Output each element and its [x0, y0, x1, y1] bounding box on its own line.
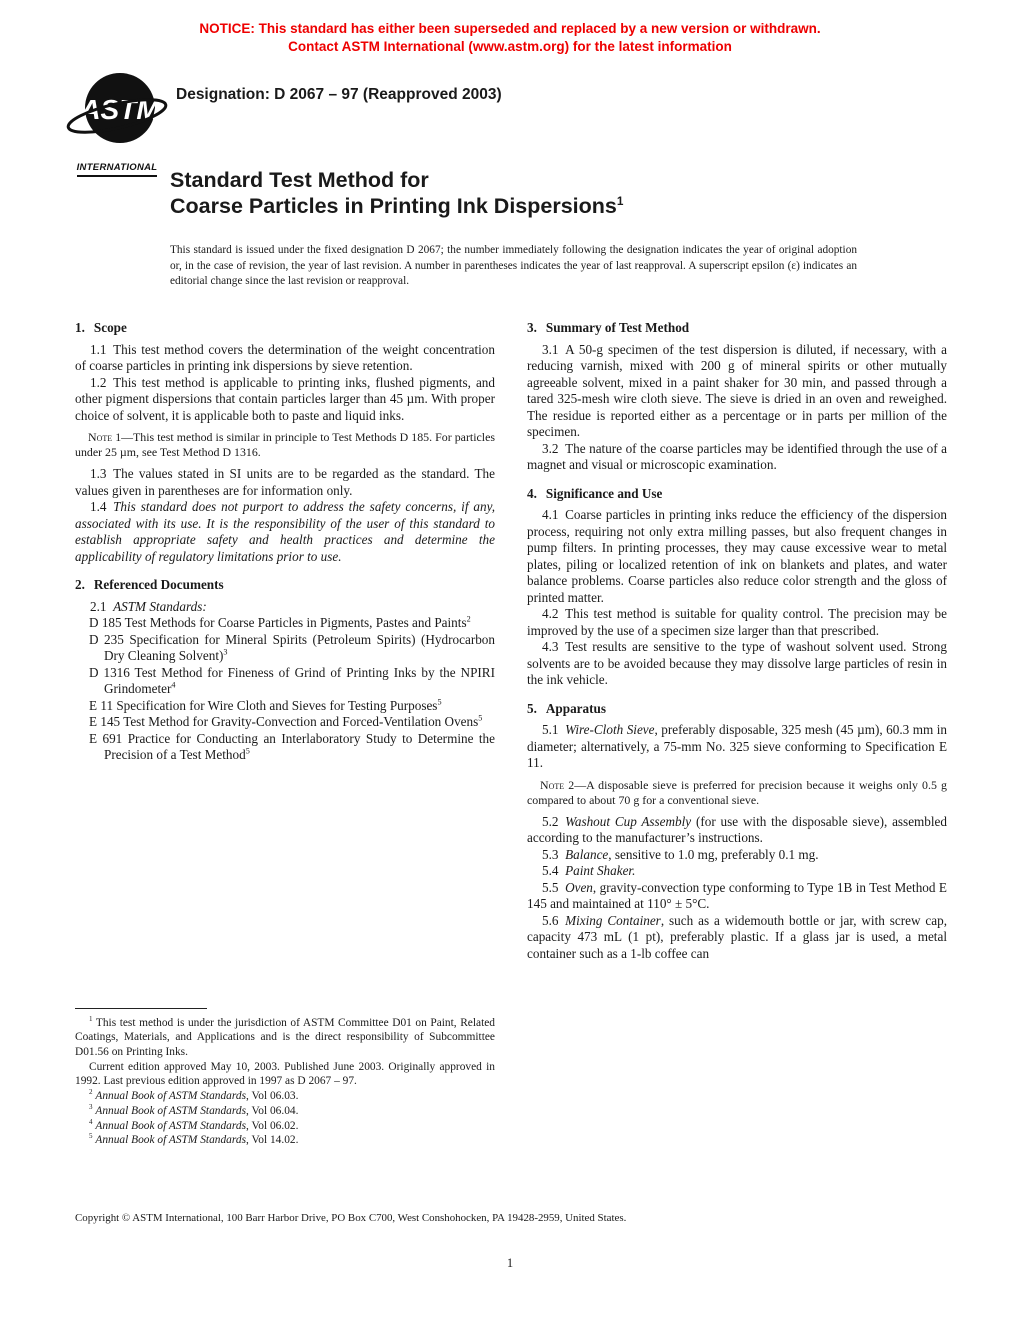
astm-logo	[64, 70, 170, 177]
clause-5-3: 5.3 Balance, sensitive to 1.0 mg, preferably 0.1 mg.	[542, 846, 819, 862]
two-column-body	[75, 320, 947, 1148]
clause-5-2: 5.2 Washout Cup Assembly (for use with the disposable sieve), assembled according to the manufacturer’s instructions.	[527, 813, 948, 846]
notice-line-1: NOTICE: This standard has either been superseded and replaced by a new version or withdrawn.	[199, 21, 821, 36]
section-heading-significance: 4. Significance and Use	[527, 485, 663, 501]
reference-e11: E 11 Specification for Wire Cloth and Sieves for Testing Purposes$^5$	[89, 697, 442, 713]
superseded-notice	[0, 20, 1020, 55]
section-heading-referenced-documents: 2. Referenced Documents	[75, 577, 224, 593]
footnote-block	[75, 1008, 495, 1148]
reference-e691: E 691 Practice for Conducting an Interlaboratory Study to Determine the Precision of a Test Method$^5$	[89, 730, 495, 763]
svg-text:ASTM: ASTM	[80, 94, 160, 125]
right-column	[527, 320, 947, 1148]
clause-1-1: 1.1 This test method covers the determination of the weight concentration of coarse particles in printing ink dispersions by sieve retention.	[75, 341, 495, 373]
page-number: 1	[506, 1256, 514, 1270]
clause-5-1: 5.1 Wire-Cloth Sieve, preferably disposable, 325 mesh (45 µm), 60.3 mm in diameter; alternatively, a 75-mm No. 325 sieve conforming to Specification E 11.	[527, 722, 947, 770]
title-line-1: Standard Test Method for	[170, 168, 429, 192]
note-1: Note 1—This test method is similar in principle to Test Methods D 185. For particles under 25 µm, see Test Method D 1316.	[75, 430, 495, 460]
document-title	[170, 168, 623, 220]
reference-d1316: D 1316 Test Method for Fineness of Grind of Printing Inks by the NPIRI Grindometer$^4$	[89, 664, 495, 697]
clause-5-4: 5.4 Paint Shaker.	[542, 863, 636, 879]
reference-e145: E 145 Test Method for Gravity-Convection and Forced-Ventilation Ovens$^5$	[89, 713, 483, 730]
logo-international-label: INTERNATIONAL	[77, 162, 158, 177]
clause-4-1: 4.1 Coarse particles in printing inks reduce the efficiency of the dispersion process, requiring not only extra milling passes, but also frequent changes in pump filters. In printing processes, they may cause excessive wear to metal plates, piling or localized retention of ink on blankets and plates, and water balance problems. Coarse particles also reduce color strength and the gloss of printed matter.	[527, 507, 947, 605]
astm-globe-icon	[65, 70, 169, 152]
clause-5-5: 5.5 Oven, gravity-convection type conforming to Type 1B in Test Method E 145 and maintained at 110° ± 5°C.	[527, 879, 947, 912]
clause-2-1: 2.1 ASTM Standards:	[90, 598, 207, 614]
section-heading-apparatus: 5. Apparatus	[527, 700, 606, 716]
footnote-5: $^5$ Annual Book of ASTM Standards, Vol 14.02.	[89, 1132, 299, 1147]
footnote-1: $^1$ This test method is under the jurisdiction of ASTM Committee D01 on Paint, Related Coatings, Materials, and Applications and is the direct responsibility of Subcommittee D01.56 on Printing Inks.	[75, 1014, 495, 1059]
clause-3-2: 3.2 The nature of the coarse particles may be identified through the use of a magnet and visual or microscopic examination.	[527, 440, 947, 472]
section-heading-scope: 1. Scope	[75, 320, 127, 335]
footnote-2: $^2$ Annual Book of ASTM Standards, Vol 06.03.	[89, 1088, 299, 1103]
footnote-separator	[75, 1008, 207, 1009]
notice-line-2: Contact ASTM International (www.astm.org) for the latest information	[288, 38, 732, 54]
issuance-statement: This standard is issued under the fixed designation D 2067; the number immediately following the designation indicates the year of original adoption or, in the case of revision, the year of last revision. A number in parentheses indicates the year of last reapproval. A superscript epsilon (ε) indicates an editorial change since the last revision or reapproval.	[170, 244, 857, 288]
left-column	[75, 320, 495, 1148]
footnote-4: $^4$ Annual Book of ASTM Standards, Vol 06.02.	[89, 1117, 299, 1132]
reference-d235: D 235 Specification for Mineral Spirits (Petroleum Spirits) (Hydrocarbon Dry Cleaning Solvent)$^3$	[89, 631, 495, 664]
title-footnote-ref: 1	[616, 193, 624, 208]
clause-1-3: 1.3 The values stated in SI units are to be regarded as the standard. The values given in parentheses are for information only.	[75, 466, 495, 498]
clause-4-3: 4.3 Test results are sensitive to the type of washout solvent used. Strong solvents are to be avoided because they may dissolve large particles of resin in the ink vehicle.	[527, 639, 947, 687]
clause-1-2: 1.2 This test method is applicable to printing inks, flushed pigments, and other pigment dispersions that contain particles larger than 45 µm. With proper choice of solvent, it is applicable both to paste and liquid inks.	[75, 374, 495, 423]
note-2: Note 2—A disposable sieve is preferred for precision because it weighs only 0.5 g compared to about 70 g for a conventional sieve.	[527, 777, 947, 807]
designation-heading: Designation: D 2067 – 97 (Reapproved 2003)	[176, 86, 502, 103]
footnote-1-edition: Current edition approved May 10, 2003. Published June 2003. Originally approved in 1992. Last previous edition approved in 1997 as D 2067 – 97.	[75, 1060, 495, 1088]
clause-4-2: 4.2 This test method is suitable for quality control. The precision may be improved by the use of a specimen size larger than that prescribed.	[527, 606, 947, 638]
section-heading-summary: 3. Summary of Test Method	[527, 320, 690, 335]
clause-5-6: 5.6 Mixing Container, such as a widemouth bottle or jar, with screw cap, capacity 473 mL (1 pt), preferably plastic. If a glass jar is used, a metal container such as a 1-lb coffee can	[527, 912, 947, 961]
copyright-line: Copyright © ASTM International, 100 Barr Harbor Drive, PO Box C700, West Conshohocken, PA 19428-2959, United States.	[75, 1212, 627, 1224]
clause-1-4: 1.4 This standard does not purport to address the safety concerns, if any, associated with its use. It is the responsibility of the user of this standard to establish appropriate safety and health practices and determine the applicability of regulatory limitations prior to use.	[75, 499, 495, 564]
footnote-3: $^3$ Annual Book of ASTM Standards, Vol 06.04.	[89, 1103, 299, 1117]
reference-d185: D 185 Test Methods for Coarse Particles in Pigments, Pastes and Paints$^2$	[89, 614, 471, 631]
clause-3-1: 3.1 A 50-g specimen of the test dispersion is diluted, if necessary, with a reducing varnish, mixed with 200 g of mineral spirits or other mutually agreeable solvent, mixed in a paint shaker for 30 min, and passed through a tared 325-mesh wire cloth sieve. The sieve is dried in an oven and reweighed. The residue is reported either as a percentage or in parts per million of the specimen.	[527, 341, 947, 439]
title-line-2: Coarse Particles in Printing Ink Dispersions$^1$	[170, 193, 624, 218]
